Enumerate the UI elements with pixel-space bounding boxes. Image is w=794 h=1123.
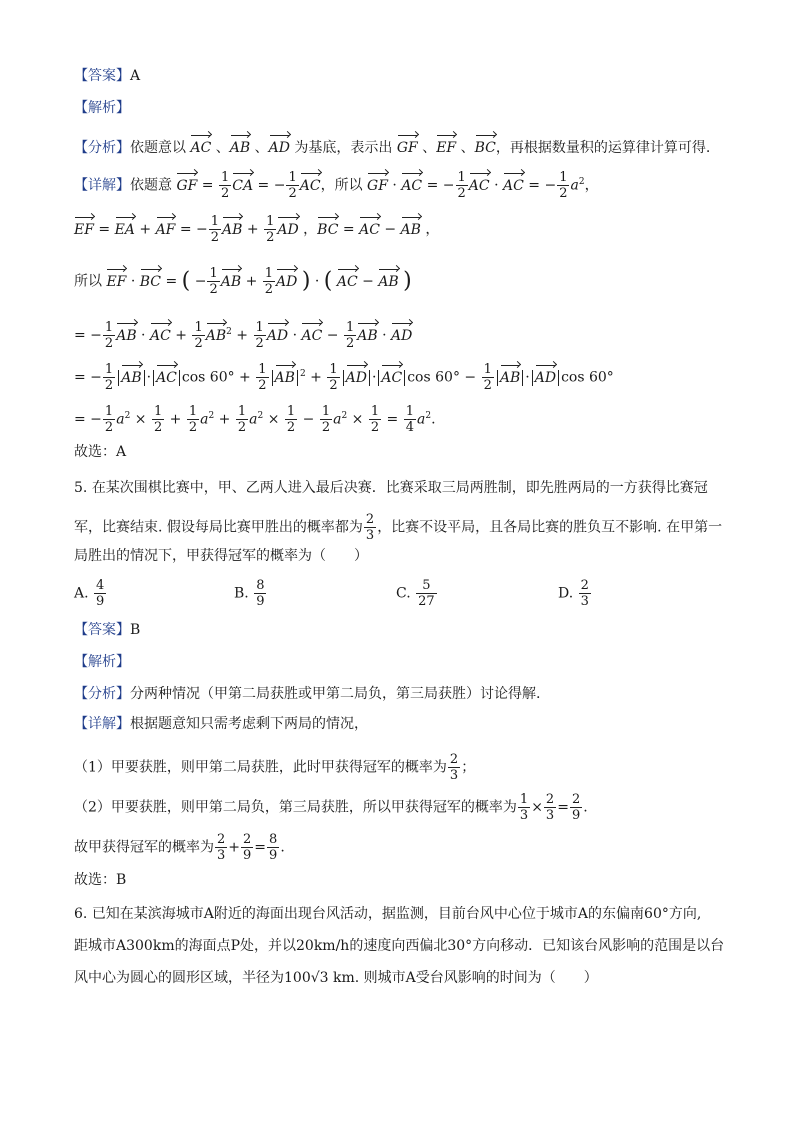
option-b: B. $\frac{8}{9}$ xyxy=(234,578,265,609)
option-d: D. $\frac{2}{3}$ xyxy=(558,578,589,609)
q5-line3: 局胜出的情况下，甲获得冠军的概率为（ ） xyxy=(74,548,368,564)
answer-tag: 【答案】 xyxy=(74,68,130,84)
option-c: C. $\frac{5}{27}$ xyxy=(396,578,435,609)
q5-line2: 军，比赛结束. 假设每局比赛甲胜出的概率都为 $\frac{2}{3}$ ，比赛不设平局，且各局比赛的胜负互不影响. 在甲第一 xyxy=(74,512,723,543)
option-a: A. $\frac{4}{9}$ xyxy=(74,578,105,609)
radius-value: 100√3 km xyxy=(284,970,355,986)
q4-choice: 故选：A xyxy=(74,444,127,460)
q4-detail-line6: = − $\frac{1}{2}$ $a^2$ × $\frac{1}{2}$ + $\frac{1}{2}$ $a^2$ + $\frac{1}{2}$ $a^2$ × $\frac{1}{2}$ − $\frac{1}{2}$ $a^2$ × $\frac{1}{2}$ = $\frac{1}{4}$ $a^2$. xyxy=(74,404,436,435)
q6-line2: 距城市A300km的海面点P处，并以20km/h的速度向西偏北30°方向移动．已知该台风影响的范围是以台 xyxy=(74,938,725,954)
q5-case2: （2）甲要获胜，则甲第二局负，第三局获胜，所以甲获得冠军的概率为 $\frac{1}{3}$ × $\frac{2}{3}$ = $\frac{2}{9}$ . xyxy=(74,792,588,823)
q4-detail-line3: 所以 EF · BC = ( − $\frac{1}{2}$ AB + $\frac{1}{2}$ AD ) · ( AC − AB ) xyxy=(74,266,412,297)
q5-fenxi-line: 【分析】分两种情况（甲第二局获胜或甲第二局负，第三局获胜）讨论得解. xyxy=(74,686,541,702)
q4-detail-line4: = − $\frac{1}{2}$ AB · AC + $\frac{1}{2}$ $AB^2$ + $\frac{1}{2}$ AD · AC − $\frac{1}{2}$ AB · AD xyxy=(74,320,413,351)
q4-answer-line xyxy=(74,66,140,86)
q5-case1: （1）甲要获胜，则甲第二局获胜，此时甲获得冠军的概率为 $\frac{2}{3}$ ； xyxy=(74,752,476,783)
q5-detail-line: 【详解】根据题意知只需考虑剩下两局的情况， xyxy=(74,716,368,732)
q4-detail-line1: 【详解】依题意 GF = $\frac{1}{2}$ CA = − $\frac{1}{2}$ AC，所以 GF · AC = − $\frac{1}{2}$ AC · AC = − $\frac{1}{2}$ $a^2$， xyxy=(74,170,599,201)
q4-detail-line5: = − $\frac{1}{2}$ AB · AC cos 60° + $\frac{1}{2}$ AB $^2$ + $\frac{1}{2}$ AD · AC cos 60° − $\frac{1}{2}$ AB · AD cos 60° xyxy=(74,362,614,393)
q6-line3: 风中心为圆心的圆形区域，半径为100√3 km. 则城市A受台风影响的时间为（ ） xyxy=(74,970,598,986)
q5-line1: 5. 在某次围棋比赛中，甲、乙两人进入最后决赛．比赛采取三局两胜制，即先胜两局的一方获得比赛冠 xyxy=(74,480,708,496)
q5-answer-line: 【答案】B xyxy=(74,622,141,638)
vector-AC: AC xyxy=(190,134,211,158)
q4-answer-value: A xyxy=(130,68,141,84)
q5-total: 故甲获得冠军的概率为 $\frac{2}{3}$ + $\frac{2}{9}$ = $\frac{8}{9}$ . xyxy=(74,832,285,863)
q6-line1: 6. 已知在某滨海城市A附近的海面出现台风活动，据监测，目前台风中心位于城市A的东偏南60°方向, xyxy=(74,906,702,922)
q4-detail-line2: EF = EA + AF = − $\frac{1}{2}$ AB + $\frac{1}{2}$ AD ，BC = AC − AB ， xyxy=(74,214,440,245)
q5-choice: 故选：B xyxy=(74,872,127,888)
q4-fenxi-line: 【分析】依题意以 AC 、AB 、AD 为基底，表示出 GF 、EF 、BC，再根据数量积的运算律计算可得. xyxy=(74,134,710,158)
q4-analysis-tag: 【解析】 xyxy=(74,100,130,116)
q5-analysis-tag: 【解析】 xyxy=(74,654,130,670)
